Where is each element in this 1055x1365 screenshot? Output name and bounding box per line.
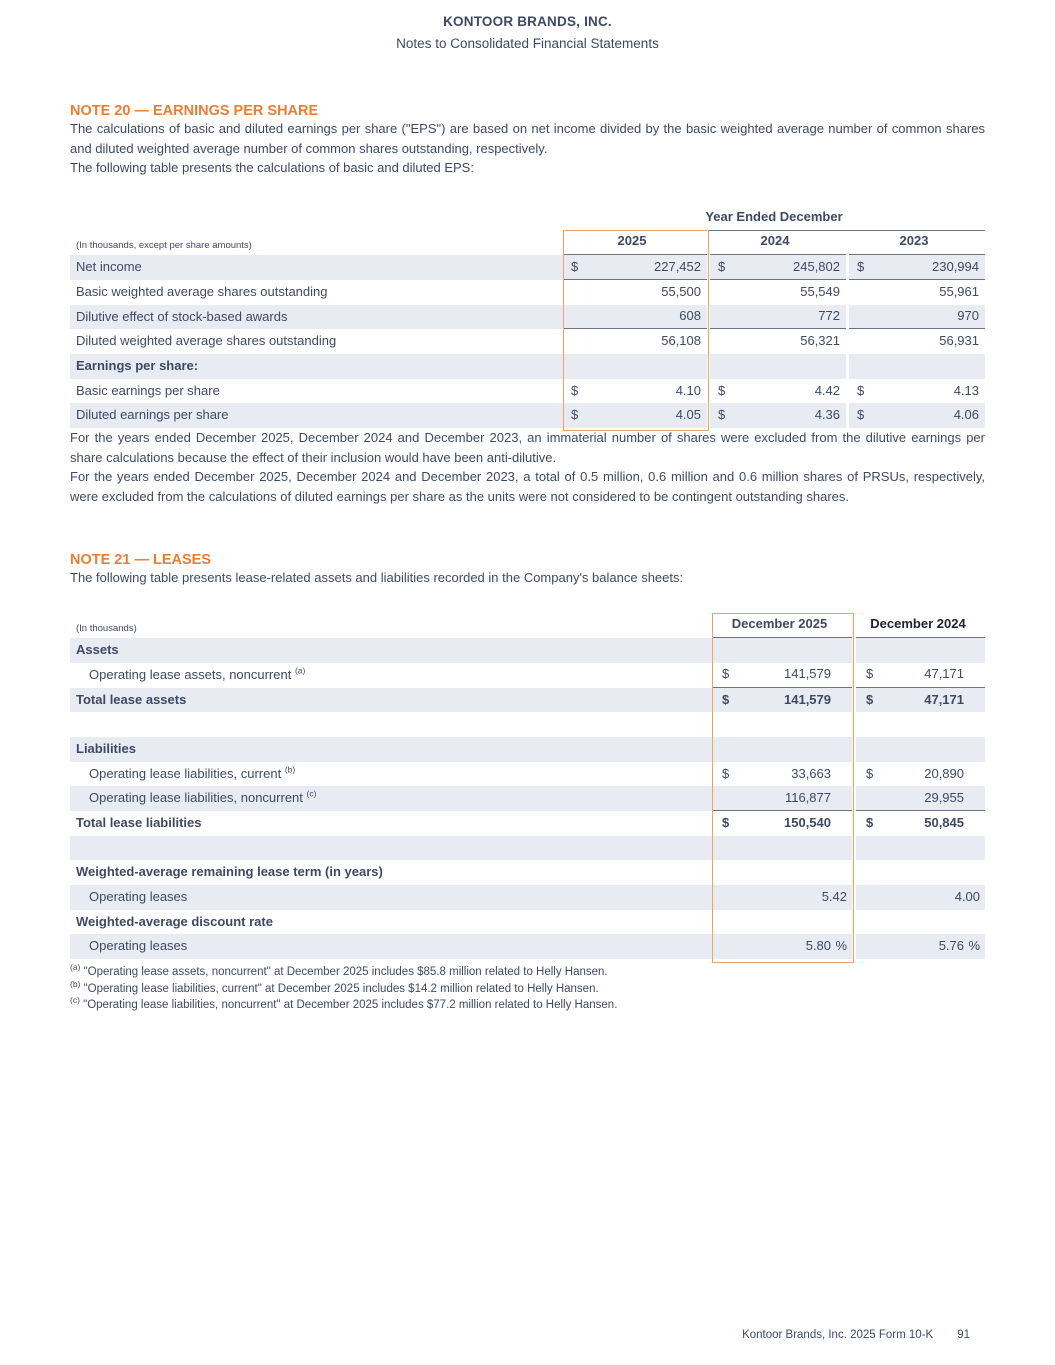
cell-value: 150,540 bbox=[784, 815, 831, 830]
dollar-sign: $ bbox=[866, 691, 874, 707]
table-row-basic-shares bbox=[70, 280, 985, 305]
note20-paragraph-antidilutive: For the years ended December 2025, December 2024 and December 2023, an immaterial number of shares were excluded from the dilutive earnings per share calculations because the effect of their inclusion would have been anti-dilutive. bbox=[70, 430, 985, 465]
table-row-operating-lease-assets bbox=[70, 663, 985, 688]
cell-value: 47,171 bbox=[924, 691, 964, 707]
row-label: Assets bbox=[70, 638, 712, 663]
dollar-sign: $ bbox=[866, 765, 874, 781]
dollar-sign: $ bbox=[718, 258, 726, 274]
cell-value: 230,994 bbox=[932, 258, 979, 274]
note21-title: NOTE 21 — LEASES bbox=[70, 552, 212, 568]
dollar-sign: $ bbox=[857, 382, 865, 398]
dollar-sign: $ bbox=[722, 815, 730, 830]
cell-value: 5.80 bbox=[805, 938, 831, 954]
dollar-sign: $ bbox=[857, 258, 865, 274]
dollar-sign: $ bbox=[857, 407, 865, 423]
dollar-sign: $ bbox=[866, 666, 874, 682]
row-label: Liabilities bbox=[70, 737, 712, 762]
units-label: (In thousands, except per share amounts) bbox=[76, 240, 252, 252]
dollar-sign: $ bbox=[722, 666, 730, 682]
table-row-diluted-shares bbox=[70, 329, 985, 354]
footnote-text: "Operating lease assets, noncurrent" at December 2025 includes $85.8 million related to Helly Hansen. bbox=[83, 966, 608, 979]
table-row-lease-term-section bbox=[70, 860, 985, 885]
table-row-blank bbox=[70, 836, 985, 861]
footnote-ref-b: (b) bbox=[284, 764, 296, 775]
units-label: (In thousands) bbox=[76, 623, 137, 635]
footnote-ref-c: (c) bbox=[306, 788, 317, 799]
footnote-marker: (b) bbox=[70, 978, 81, 989]
row-label: Operating lease liabilities, noncurrent $^{(c)}$ bbox=[70, 786, 712, 811]
cell-value: 56,931 bbox=[939, 333, 979, 349]
dollar-sign: $ bbox=[722, 765, 730, 781]
row-label: Basic earnings per share bbox=[76, 382, 220, 398]
row-label: Operating leases bbox=[70, 885, 712, 910]
row-label: Earnings per share: bbox=[70, 354, 563, 379]
year-column-header-2025: 2025 bbox=[563, 229, 707, 255]
cell-value: 55,500 bbox=[661, 283, 701, 299]
footnote-text: "Operating lease liabilities, noncurrent" at December 2025 includes $77.2 million related to Helly Hansen. bbox=[83, 999, 618, 1012]
table-row-blank bbox=[70, 712, 985, 737]
percent-sign: % bbox=[835, 938, 847, 954]
note20-table-lead-in: The following table presents the calculations of basic and diluted EPS: bbox=[70, 160, 474, 175]
row-label: Weighted-average remaining lease term (in years) bbox=[76, 864, 383, 880]
cell-value: 245,802 bbox=[793, 258, 840, 274]
dollar-sign: $ bbox=[571, 382, 579, 398]
cell-value: 33,663 bbox=[791, 765, 831, 781]
cell-value: 4.36 bbox=[814, 407, 840, 423]
cell-value: 116,877 bbox=[784, 789, 831, 805]
note21-table-lead-in: The following table presents lease-related assets and liabilities recorded in the Company's balance sheets: bbox=[70, 570, 684, 585]
row-label: Diluted earnings per share bbox=[70, 403, 563, 428]
cell-value: 4.06 bbox=[953, 407, 979, 423]
table-row-assets-section bbox=[70, 638, 985, 663]
row-label: Basic weighted average shares outstanding bbox=[76, 283, 328, 299]
year-column-header-2024: 2024 bbox=[710, 229, 846, 255]
cell-value: 55,549 bbox=[800, 283, 840, 299]
cell-value: 227,452 bbox=[654, 258, 701, 274]
row-label: Weighted-average discount rate bbox=[76, 913, 273, 929]
table-row-liabilities-section bbox=[70, 737, 985, 762]
cell-value: 5.76 bbox=[938, 938, 964, 954]
cell-value: 4.00 bbox=[954, 889, 980, 905]
row-label: Dilutive effect of stock-based awards bbox=[70, 305, 563, 330]
table-row-operating-leases-rate bbox=[70, 934, 985, 959]
table-row-lease-liabilities-noncurrent bbox=[70, 786, 985, 811]
cell-value: 141,579 bbox=[784, 691, 831, 707]
row-label: Total lease assets bbox=[70, 688, 712, 713]
dollar-sign: $ bbox=[571, 407, 579, 423]
cell-value: 4.10 bbox=[675, 382, 701, 398]
footnote-marker: (c) bbox=[70, 995, 80, 1006]
company-name: KONTOOR BRANDS, INC. bbox=[443, 14, 612, 29]
page-footer bbox=[742, 1329, 970, 1341]
page-number: 91 bbox=[957, 1329, 970, 1341]
leases-table-header-row bbox=[70, 614, 985, 639]
row-label: Net income bbox=[70, 255, 563, 280]
cell-value: 772 bbox=[818, 308, 840, 324]
footnote-a bbox=[70, 964, 985, 981]
note20-paragraph-prsus: For the years ended December 2025, December 2024 and December 2023, a total of 0.5 million, 0.6 million and 0.6 million shares of PRSUs, respectively, were excluded from the calculations of diluted earnings per share as the units were not considered to be contingent outstanding shares. bbox=[70, 469, 985, 504]
footnote-ref-a: (a) bbox=[294, 665, 306, 676]
table-row-discount-rate-section bbox=[70, 910, 985, 935]
cell-value: 55,961 bbox=[939, 283, 979, 299]
cell-value: 56,108 bbox=[661, 333, 701, 349]
row-label: Operating leases bbox=[70, 934, 712, 959]
cell-value: 5.42 bbox=[821, 889, 847, 905]
page-header bbox=[70, 14, 985, 51]
row-label: Operating lease assets, noncurrent $^{(a)}$ bbox=[89, 665, 306, 682]
cell-value: 47,171 bbox=[924, 666, 964, 682]
footnote-b bbox=[70, 978, 985, 998]
footnotes bbox=[70, 964, 985, 1014]
dollar-sign: $ bbox=[571, 258, 579, 274]
column-header-december-2024: December 2024 bbox=[856, 612, 985, 638]
table-row-basic-eps bbox=[70, 379, 985, 404]
dollar-sign: $ bbox=[718, 382, 726, 398]
percent-sign: % bbox=[968, 938, 980, 954]
table-row-diluted-eps bbox=[70, 403, 985, 428]
footnote-c bbox=[70, 997, 985, 1014]
footnote-text: "Operating lease liabilities, current" at December 2025 includes $14.2 million related to Helly Hansen. bbox=[83, 982, 599, 995]
cell-value: 970 bbox=[957, 308, 979, 324]
eps-table bbox=[70, 206, 985, 429]
cell-value: 50,845 bbox=[924, 815, 964, 830]
table-row-total-lease-liabilities bbox=[70, 811, 985, 836]
year-column-header-2023: 2023 bbox=[849, 229, 985, 255]
document-subtitle: Notes to Consolidated Financial Statements bbox=[396, 36, 659, 51]
note20-title: NOTE 20 — EARNINGS PER SHARE bbox=[70, 103, 319, 119]
dollar-sign: $ bbox=[718, 407, 726, 423]
row-label: Operating lease liabilities, current $^{(b)}$ bbox=[89, 764, 296, 781]
table-row-total-lease-assets bbox=[70, 688, 985, 713]
table-row-eps-section bbox=[70, 354, 985, 379]
cell-value: 4.13 bbox=[953, 382, 979, 398]
footnote-marker: (a) bbox=[70, 962, 81, 973]
table-row-net-income bbox=[70, 255, 985, 280]
cell-value: 141,579 bbox=[784, 666, 831, 682]
row-label: Total lease liabilities bbox=[76, 815, 202, 830]
eps-table-header-row bbox=[70, 231, 985, 256]
cell-value: 56,321 bbox=[800, 333, 840, 349]
leases-table bbox=[70, 614, 985, 960]
dollar-sign: $ bbox=[866, 815, 874, 830]
cell-value: 4.42 bbox=[814, 382, 840, 398]
table-row-operating-leases-term bbox=[70, 885, 985, 910]
cell-value: 608 bbox=[679, 308, 701, 324]
cell-value: 29,955 bbox=[924, 789, 964, 805]
eps-table-span-header-row bbox=[70, 206, 985, 231]
cell-value: 4.05 bbox=[675, 407, 701, 423]
table-row-lease-liabilities-current bbox=[70, 762, 985, 787]
row-label: Diluted weighted average shares outstanding bbox=[76, 333, 337, 349]
dollar-sign: $ bbox=[722, 691, 730, 707]
column-header-december-2025: December 2025 bbox=[712, 612, 852, 638]
note20-intro-paragraph: The calculations of basic and diluted earnings per share ("EPS") are based on net income divided by the basic weighted average number of common shares and diluted weighted average number of common shares outstanding, respectively. bbox=[70, 121, 985, 156]
cell-value: 20,890 bbox=[924, 765, 964, 781]
span-header-year-ended-december: Year Ended December bbox=[563, 206, 985, 231]
table-row-dilutive-effect bbox=[70, 305, 985, 330]
footer-text: Kontoor Brands, Inc. 2025 Form 10-K bbox=[742, 1329, 934, 1341]
